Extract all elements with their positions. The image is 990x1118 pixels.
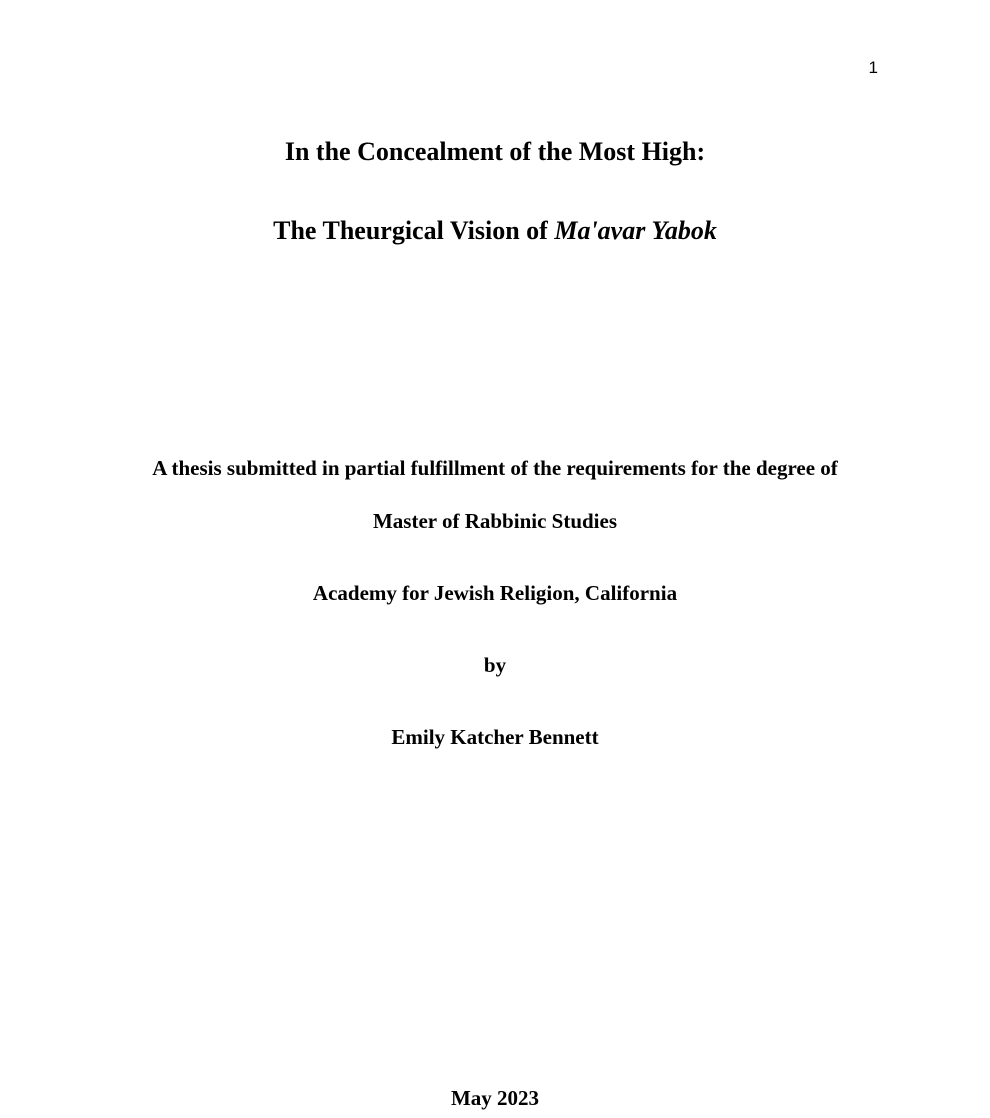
submission-date: May 2023 <box>450 1086 540 1110</box>
page-number: 1 <box>868 58 878 77</box>
by-label: by <box>483 653 507 677</box>
author-name: Emily Katcher Bennett <box>391 725 599 749</box>
degree-name: Master of Rabbinic Studies <box>372 509 618 533</box>
title-line-2-italic: Ma'avar Yabok <box>554 216 717 245</box>
title-line-2 <box>0 215 990 247</box>
institution-name: Academy for Jewish Religion, California <box>312 581 678 605</box>
submission-statement: A thesis submitted in partial fulfillment of the requirements for the degree of <box>152 456 838 480</box>
title-line-1: In the Concealment of the Most High: <box>284 137 706 166</box>
title-line-2-prefix: The Theurgical Vision of <box>273 216 555 245</box>
